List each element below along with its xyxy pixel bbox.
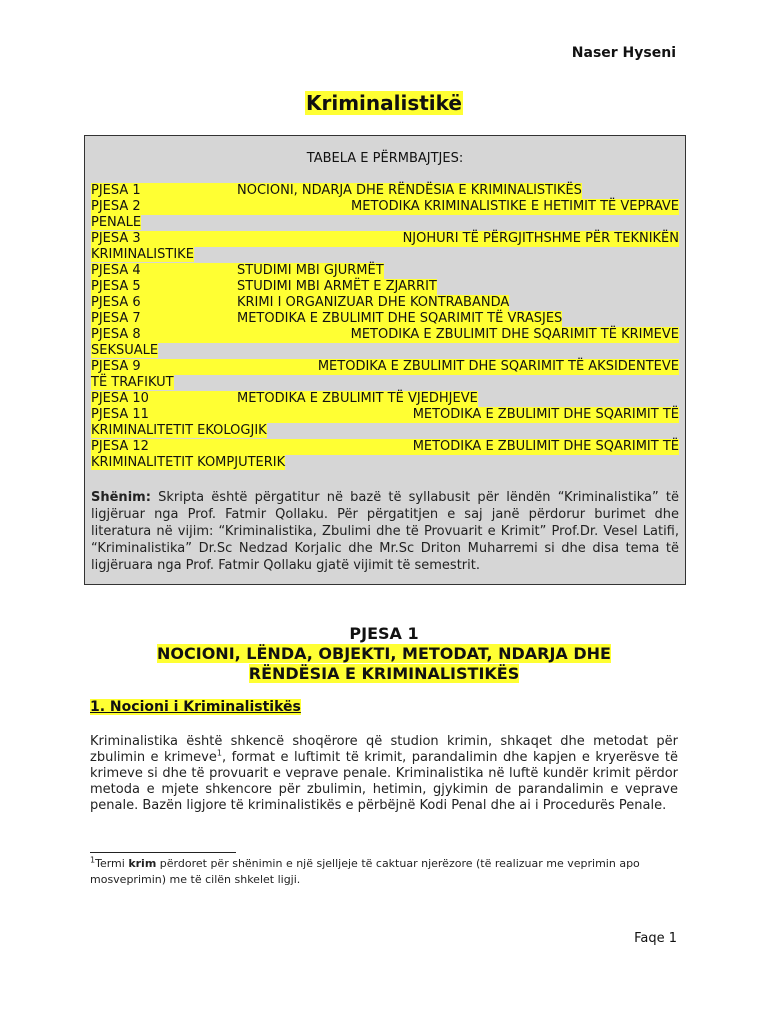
toc-part-title: METODIKA KRIMINALISTIKE E HETIMIT TË VEPRAVE <box>351 199 679 214</box>
table-of-contents <box>84 135 686 585</box>
toc-note <box>91 489 679 574</box>
toc-part-label: PJESA 8 <box>91 327 141 342</box>
toc-list <box>91 183 679 471</box>
toc-part-title: METODIKA E ZBULIMIT DHE SQARIMIT TË <box>412 407 679 422</box>
footnote-ref[interactable]: 1 <box>216 748 222 758</box>
toc-item <box>91 199 679 215</box>
toc-part-title: METODIKA E ZBULIMIT DHE SQARIMIT TË VRASJES <box>237 311 563 326</box>
section-title <box>90 699 301 715</box>
toc-part-label: PJESA 10 <box>91 391 149 406</box>
footnote-number: 1 <box>90 855 96 865</box>
note-text: Skripta është përgatitur në bazë të syllabusit për lëndën “Kriminalistika” të ligjëruar nga Prof. Fatmir Qollaku. Për përgatitjen e saj janë përdorur burimet dhe literatura në vijim: “Kriminalistika, Zbulimi dhe të Provuarit e Krimit” Prof.Dr. Vesel Latifi, “Kriminalistika” Dr.Sc Nedzad Korjalic dhe Mr.Sc Driton Muharremi si dhe disa tema të ligjëruara nga Prof. Fatmir Qollaku gjatë vijimit të semestrit. <box>91 490 679 573</box>
toc-item <box>91 311 679 327</box>
paragraph-part-1: Kriminalistika është shkencë shoqërore që studion krimin, shkaqet dhe metodat për zbulimin e krimeve <box>90 734 678 765</box>
toc-item <box>91 295 679 311</box>
toc-item <box>91 439 679 455</box>
toc-part-label: PJESA 3 <box>91 231 141 246</box>
document-title <box>0 91 768 115</box>
part-title-line-1: NOCIONI, LËNDA, OBJEKTI, METODAT, NDARJA DHE <box>157 644 611 663</box>
toc-item-continuation <box>91 423 679 439</box>
toc-item <box>91 327 679 343</box>
toc-part-title-cont: KRIMINALISTIKE <box>91 247 194 262</box>
toc-part-title: NJOHURI TË PËRGJITHSHME PËR TEKNIKËN <box>402 231 679 246</box>
toc-item <box>91 263 679 279</box>
toc-part-label: PJESA 7 <box>91 311 141 326</box>
toc-part-title: METODIKA E ZBULIMIT DHE SQARIMIT TË <box>412 439 679 454</box>
toc-heading: TABELA E PËRMBAJTJES: <box>306 151 464 166</box>
toc-part-title-cont: KRIMINALITETIT EKOLOGJIK <box>91 423 267 438</box>
toc-part-title: METODIKA E ZBULIMIT DHE SQARIMIT TË KRIMEVE <box>350 327 679 342</box>
toc-part-title: STUDIMI MBI ARMËT E ZJARRIT <box>237 279 437 294</box>
toc-part-label: PJESA 12 <box>91 439 149 454</box>
page-number: Faqe 1 <box>634 931 677 946</box>
toc-part-title: METODIKA E ZBULIMIT DHE SQARIMIT TË AKSIDENTEVE <box>317 359 679 374</box>
toc-part-title-cont: SEKSUALE <box>91 343 159 358</box>
toc-part-title: METODIKA E ZBULIMIT TË VJEDHJEVE <box>237 391 478 406</box>
toc-part-title-cont: PENALE <box>91 215 142 230</box>
toc-item <box>91 359 679 375</box>
author-name: Naser Hyseni <box>571 45 676 61</box>
footnote-term: krim <box>128 857 157 870</box>
paragraph-part-2: , format e luftimit të krimit, parandalimin dhe kapjen e kryerësve të krimeve si dhe të provuarit e veprave penale. Kriminalistika në luftë kundër krimit përdor metoda e mjete shkencore për zbulimin, hetimin, gjykimin de parandalimin e veprave penale. Bazën ligjore të kriminalistikës e përbëjnë Kodi Penal dhe ai i Procedurës Penale. <box>90 750 678 813</box>
toc-part-label: PJESA 5 <box>91 279 141 294</box>
toc-part-title-cont: TË TRAFIKUT <box>91 375 174 390</box>
toc-item <box>91 231 679 247</box>
part-heading <box>0 624 768 684</box>
part-title-line-2: RËNDËSIA E KRIMINALISTIKËS <box>248 664 520 683</box>
toc-item <box>91 391 679 407</box>
toc-part-title: STUDIMI MBI GJURMËT <box>237 263 384 278</box>
toc-part-label: PJESA 9 <box>91 359 141 374</box>
toc-item <box>91 279 679 295</box>
toc-part-label: PJESA 2 <box>91 199 141 214</box>
part-label: PJESA 1 <box>349 624 419 643</box>
toc-item <box>91 183 679 199</box>
footnote-divider <box>90 852 236 853</box>
toc-part-label: PJESA 6 <box>91 295 141 310</box>
section-title-text: 1. Nocioni i Kriminalistikës <box>90 699 301 715</box>
toc-part-title-cont: KRIMINALITETIT KOMPJUTERIK <box>91 455 286 470</box>
toc-item-continuation <box>91 375 679 391</box>
toc-part-title: KRIMI I ORGANIZUAR DHE KONTRABANDA <box>237 295 510 310</box>
note-label: Shënim: <box>91 490 151 505</box>
toc-item-continuation <box>91 455 679 471</box>
footnote <box>90 856 678 888</box>
toc-item-continuation <box>91 215 679 231</box>
toc-item <box>91 407 679 423</box>
document-title-text: Kriminalistikë <box>305 91 462 115</box>
toc-item-continuation <box>91 343 679 359</box>
toc-item-continuation <box>91 247 679 263</box>
toc-part-title: NOCIONI, NDARJA DHE RËNDËSIA E KRIMINALISTIKËS <box>237 183 582 198</box>
section-paragraph <box>90 734 678 814</box>
toc-part-label: PJESA 4 <box>91 263 141 278</box>
toc-part-label: PJESA 11 <box>91 407 149 422</box>
toc-part-label: PJESA 1 <box>91 183 141 198</box>
footnote-text: përdoret për shënimin e një sjelljeje të caktuar njerëzore (të realizuar me veprimin apo mosveprimin) me të cilën shkelet ligji. <box>90 857 640 886</box>
footnote-prefix: Termi <box>95 857 129 870</box>
